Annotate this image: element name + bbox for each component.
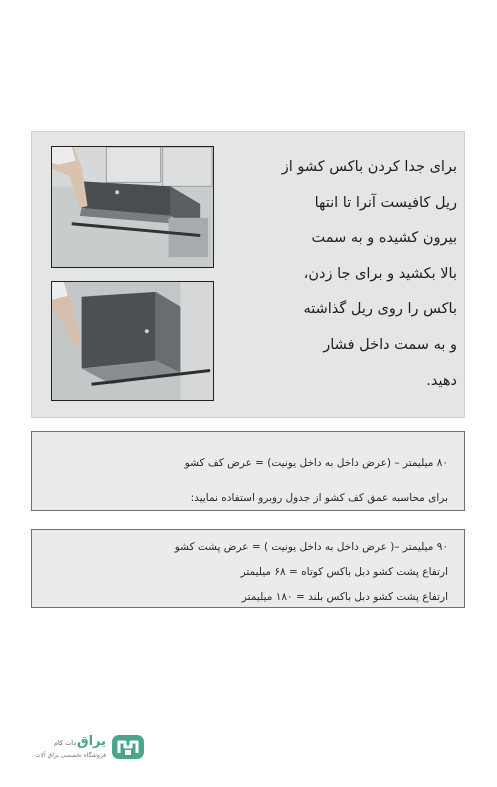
instruction-line: باکس را روی ریل گذاشته [303, 301, 457, 318]
back-width-box [31, 529, 465, 608]
drawer-removal-photo [51, 146, 214, 268]
brand-suffix: دات کام [54, 739, 76, 747]
floor-width-box [31, 431, 465, 511]
instruction-line: ریل کافیست آنرا تا انتها [314, 194, 457, 211]
instruction-line: بیرون کشیده و به سمت [311, 230, 457, 247]
floor-depth-note: برای محاسبه عمق کف کشو از جدول روبرو استفاده نمایید: [190, 492, 448, 504]
instruction-line: و به سمت داخل فشار [323, 336, 457, 353]
instruction-line: برای جدا کردن باکس کشو از [281, 159, 457, 175]
instruction-line: دهید. [426, 372, 457, 389]
brand-tagline: فروشگاه تخصصی یراق آلات [34, 752, 106, 759]
instruction-line: بالا بکشید و برای جا زدن، [303, 265, 457, 282]
floor-width-formula: ۸۰ میلیمتر – (عرض داخل به داخل یونیت) = عرض کف کشو [184, 457, 448, 469]
brand-name: یراق [76, 734, 106, 749]
tall-back-height: ارتفاع پشت کشو دبل باکس بلند = ۱۸۰ میلیمتر [241, 591, 448, 603]
brand-logo[interactable] [34, 733, 146, 763]
brand-logo-icon [110, 733, 146, 761]
drawer-install-photo [51, 281, 214, 401]
short-back-height: ارتفاع پشت کشو دبل باکس کوتاه = ۶۸ میلیمتر [240, 566, 448, 578]
removal-instructions [225, 150, 457, 399]
back-width-formula: ۹۰ میلیمتر –( عرض داخل به داخل یونیت ) = عرض پشت کشو [174, 541, 448, 553]
